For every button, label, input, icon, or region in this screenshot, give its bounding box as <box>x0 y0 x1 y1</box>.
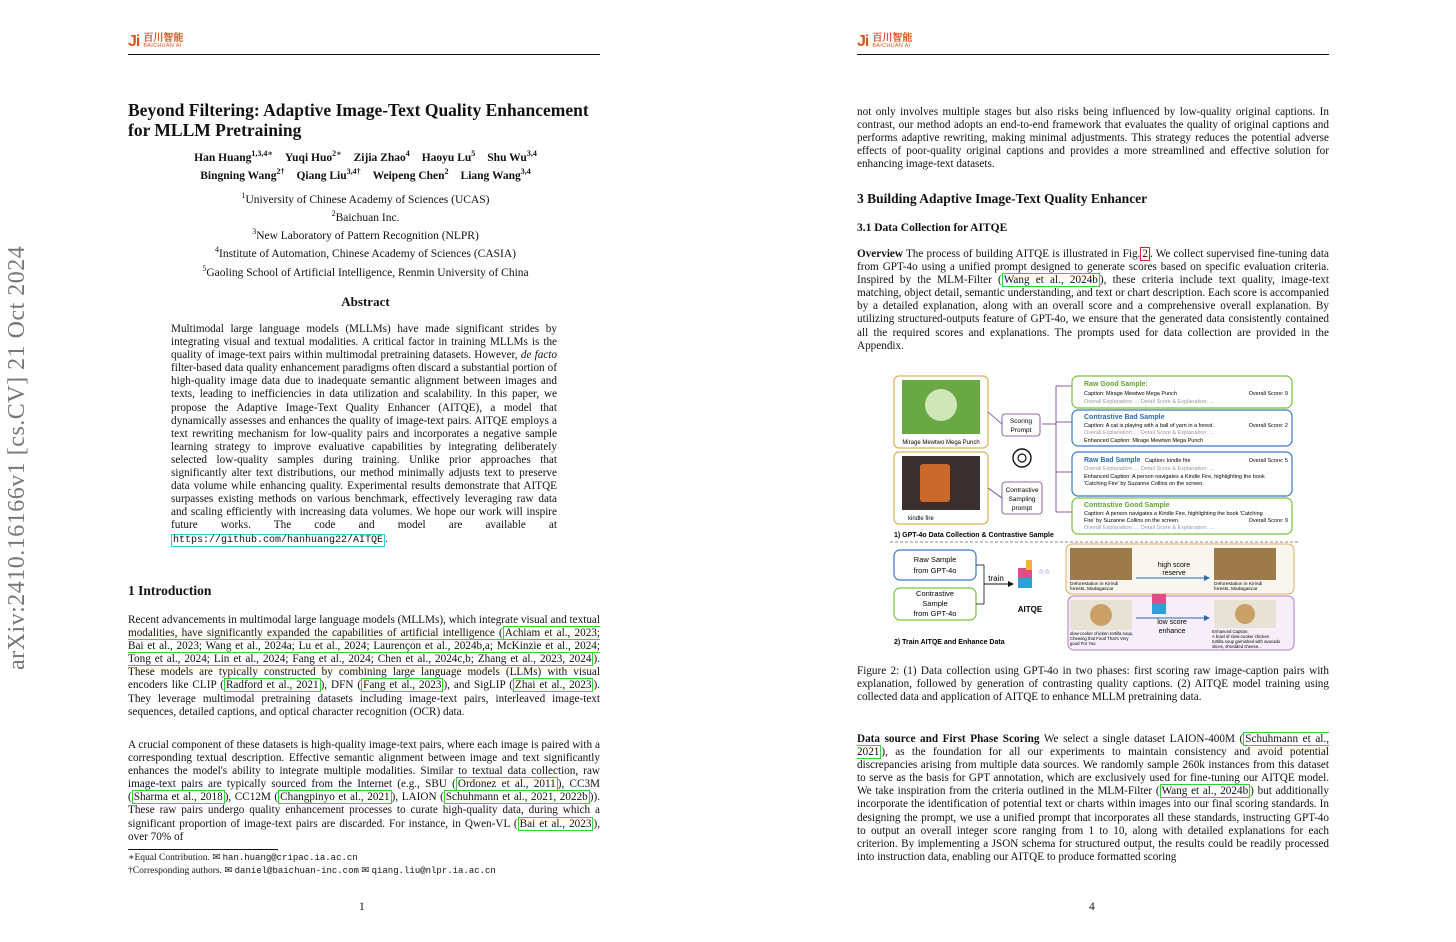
section-heading-3: 3 Building Adaptive Image-Text Quality Enhancer <box>857 191 1148 206</box>
svg-text:Contrastive: Contrastive <box>1005 487 1039 494</box>
svg-text:slow-cooker chicken tortilla s: slow-cooker chicken tortilla soup, <box>1070 631 1134 636</box>
citation-link[interactable]: Schuhmann et al., 2021, 2022b <box>445 791 588 804</box>
email-link[interactable]: daniel@baichuan-inc.com <box>234 865 359 876</box>
svg-text:Enhanced Caption:: Enhanced Caption: <box>1212 629 1249 634</box>
affiliation-line: $^1$University of Chinese Academy of Sciences (UCAS) <box>241 191 490 206</box>
svg-text:Enhanced Caption: A person nav: Enhanced Caption: A person navigates a Kindle Fire, highlighting the book <box>1084 474 1265 480</box>
svg-text:Enhanced Caption: Mirage Mewtw: Enhanced Caption: Mirage Mewtwo Mega Punch <box>1084 438 1204 444</box>
affiliation-line: $^3$New Laboratory of Pattern Recognition (NLPR) <box>252 227 479 243</box>
code-link[interactable]: https://github.com/hanhuang22/AITQE <box>173 534 384 546</box>
svg-text:Contrastive Bad Sample: Contrastive Bad Sample <box>1084 414 1165 421</box>
affiliations <box>128 189 603 280</box>
svg-text:from GPT-4o: from GPT-4o <box>913 609 957 618</box>
svg-text:Caption: A person navigates a: Caption: A person navigates a Kindle Fire, highlighting the book 'Catching <box>1084 511 1263 517</box>
svg-text:Caption: kindle fire: Caption: kindle fire <box>1145 458 1191 464</box>
svg-text:Deforestation in Kirindi: Deforestation in Kirindi <box>1070 582 1119 587</box>
email-link[interactable]: qiang.liu@nlpr.ia.ac.cn <box>371 865 496 876</box>
mail-icon: ✉ <box>224 865 233 876</box>
citation-link[interactable]: Sharma et al., 2018 <box>133 791 223 804</box>
continuation-paragraph: not only involves multiple stages but also risks being influenced by low-quality original captions. In contrast, our method adopts an end-to-end framework that evaluates the quality of original captions and performs adaptive rewriting, making minimal adjustments. This strategy reduces the potential adverse effects of poor-quality original captions and provides a more streamlined and effective solution for enhancing image-text datasets. <box>857 106 1329 171</box>
svg-text:forests, Madagascar: forests, Madagascar <box>1214 587 1258 592</box>
authors-row-2 <box>128 165 603 183</box>
deforestation-image-reserved <box>1214 548 1276 580</box>
svg-text:Overall Explanation: ...: Overall Explanation: ... Detail Score & Explanation: ... <box>1084 525 1214 531</box>
logo-mark-icon: Ji <box>128 33 140 50</box>
mail-icon: ✉ <box>212 853 221 863</box>
svg-text:Caption: Mirage Mewtwo Mega Pu: Caption: Mirage Mewtwo Mega Punch <box>1084 391 1177 397</box>
author-name: Han Huang$^{1,3,4∗}$ <box>194 149 273 164</box>
svg-text:from GPT-4o: from GPT-4o <box>913 566 957 575</box>
author-name: Shu Wu$^{3,4}$ <box>487 149 537 164</box>
svg-text:Contrastive Good Sample: Contrastive Good Sample <box>1084 502 1170 509</box>
intro-paragraph-1: Recent advancements in multimodal large language models (MLLMs), which integrate visual and textual modalities, have significantly expanded the capabilities of artificial intelligence ( Achiam et al., 2023; Bai et al., 2023; Wang et al., 2024a; Lu et al., 2024; Laurençon et al., 2024b,a; McKinzie et al., 2024; Tong et al., 2024; Lin et al., 2024; Fang et al., 2024; Chen et al., 2024c,b; Zhang et al., 2023, 2024 ). These models are typically constructed by combining large language models (LLMs) with visual encoders like CLIP ( Radford et al., 2021 ), DFN ( Fang et al., 2023 ), and SigLIP ( Zhai et al., 2023 ). They leverage multimodal pretraining datasets including image-text pairs, interleaved image-text sequences, detailed captions, and optical character recognition (OCR) data. <box>128 614 600 718</box>
abstract-body: Multimodal large language models (MLLMs) have made significant strides by integrating visual and textual modalities. A critical factor in training MLLMs is the quality of image-text pairs within multimodal pretraining datasets. However, de facto filter-based data quality enhancement paradigms often discard a substantial portion of high-quality image data due to inadequate semantic alignment between images and texts, leading to inefficiencies in data utilization and scalability. In this paper, we propose the Adaptive Image-Text Quality Enhancer (AITQE), a model that dynamically assesses and enhances the quality of image-text pairs. AITQE employs a text rewriting mechanism for low-quality pairs and incorporates a negative sample learning strategy to improve evaluative capabilities by integrating deliberately selected low-quality samples during training. Unlike prior approaches that significantly alter text distributions, our method minimally adjusts text to preserve data volume while enhancing quality. Experimental results demonstrate that AITQE surpasses existing methods on various benchmark, effectively leveraging raw data and scaling efficiently with increasing data volumes. We hope our work will inspire future works. The code and model are available at https://github.com/hanhuang22/AITQE . <box>171 323 557 546</box>
author-list <box>128 147 603 183</box>
svg-text:Chewing that Food That's Very: Chewing that Food That's Very <box>1070 636 1129 641</box>
svg-text:forests, Madagascar: forests, Madagascar <box>1070 587 1114 592</box>
svg-text:2) Train AITQE and Enhance Da: 2) Train AITQE and Enhance Data <box>894 639 1005 646</box>
intro-paragraph-2: A crucial component of these datasets is high-quality image-text pairs, where each image is paired with a corresponding textual description. Effective semantic alignment between image and text significantly enhances the model's ability to integrate multiple modalities. Similar to textual data collection, raw image-text pairs are typically sourced from the Internet (e.g., SBU ( Ordonez et al., 2011 ), CC3M ( Sharma et al., 2018 ), CC12M ( Changpinyo et al., 2021 ), LAION ( Schuhmann et al., 2021, 2022b )). These raw pairs undergo quality enhancement processes to curate high-quality data, during which a significant proportion of image-text pairs are discarded. For instance, in Qwen-VL ( Bai et al., 2023 ), over 70% of <box>128 739 601 843</box>
author-name: Weipeng Chen$^2$ <box>372 166 449 182</box>
citation-link[interactable]: Schuhmann et al., 2021 <box>857 733 1329 759</box>
baichuan-logo <box>128 33 183 51</box>
svg-text:Deforestation in Kirindi: Deforestation in Kirindi <box>1214 582 1263 587</box>
svg-text:train: train <box>988 574 1004 583</box>
svg-text:A bowl of slow-cooker chicken: A bowl of slow-cooker chicken <box>1212 634 1270 639</box>
logo-en-text: BAICHUAN AI <box>143 43 182 50</box>
overview-paragraph: Overview The process of building AITQE is illustrated in Fig. 2 . We collect supervised fine-tuning data from GPT-4o using a unified prompt designed to generate scores based on specific evaluation criteria. Inspired by the MLM-Filter ( Wang et al., 2024b ), these criteria include text quality, image-text matching, object detail, semantic understanding, and text or chart description. Each score is accompanied by a detailed explanation, along with an overall score and a comprehensive overall explanation. By utilizing structured-outputs feature of GPT-4o, we ensure that the generated data consistently contained all the required scores and explanations. The prompts used for data collection are provided in the Appendix. <box>857 248 1329 352</box>
svg-text:Raw Bad Sample: Raw Bad Sample <box>1084 457 1141 464</box>
svg-text:prompt: prompt <box>1011 505 1033 512</box>
svg-text:Overall Score: 9: Overall Score: 9 <box>1248 518 1288 524</box>
citation-link[interactable]: Wang et al., 2024b <box>1161 785 1249 798</box>
mewtwo-figure-icon <box>925 389 957 421</box>
svg-text:high score: high score <box>1157 562 1191 569</box>
svg-text:kindle fire: kindle fire <box>908 516 934 522</box>
author-name: Qiang Liu$^{3,4\dagger}$ <box>296 166 361 182</box>
logo-cn-text: 百川智能 <box>143 33 184 45</box>
page-header <box>857 32 1329 55</box>
author-name: Liang Wang$^{3,4}$ <box>460 166 531 182</box>
author-name: Zijia Zhao$^4$ <box>353 149 410 164</box>
svg-text:enhance: enhance <box>1158 628 1186 635</box>
svg-text:☆☆: ☆☆ <box>1038 569 1051 576</box>
arxiv-stamp: arXiv:2410.16166v1 [cs.CV] 21 Oct 2024 <box>4 245 30 670</box>
page-number: 4 <box>1089 901 1095 913</box>
citation-link[interactable]: Achiam et al., 2023; Bai et al., 2023; Wang et al., 2024a; Lu et al., 2024; Laurençon et al., 2024b,a; McKinzie et al., 2024; Tong et al., 2024; Lin et al., 2024; Fang et al., 2024; Chen et al., 2024c,b; Zhang et al., 2023, 2024 <box>128 627 600 666</box>
figure-ref-link[interactable]: 2 <box>1142 248 1148 260</box>
svg-text:Caption: A cat is playing with: Caption: A cat is playing with a ball of yarn in a forest. <box>1084 423 1214 429</box>
figure-2-caption: Figure 2: (1) Data collection using GPT-4o in two phases: first scoring raw image-caption pairs with explanation, followed by generation of contrasting quality captions. (2) AITQE model training using collected data and application of AITQE to enhance MLLM pretraining data. <box>857 665 1329 704</box>
svg-text:AITQE: AITQE <box>1017 605 1043 614</box>
logo-cn-text: 百川智能 <box>872 33 913 45</box>
affiliation-line: $^5$Gaoling School of Artificial Intelligence, Renmin University of China <box>202 263 529 279</box>
svg-text:good For You: good For You <box>1070 641 1096 646</box>
footnote-rule <box>128 849 278 850</box>
svg-text:Overall Score: 5: Overall Score: 5 <box>1248 458 1288 464</box>
svg-text:Overall Explanation: ...: Overall Explanation: ... Detail Score & Explanation: ... <box>1084 430 1214 436</box>
svg-text:Overall Score: 2: Overall Score: 2 <box>1248 423 1288 429</box>
citation-link[interactable]: Fang et al., 2023 <box>363 679 442 692</box>
author-name: Haoyu Lu$^5$ <box>421 149 476 164</box>
logo-en-text: BAICHUAN AI <box>872 43 911 50</box>
citation-link[interactable]: Zhai et al., 2023 <box>514 679 592 692</box>
authors-row-1 <box>128 147 603 165</box>
paper-title <box>128 100 603 140</box>
openai-logo-icon <box>1013 449 1031 467</box>
svg-text:Fire' by Suzanne Collins on th: Fire' by Suzanne Collins on the screen. <box>1084 518 1180 524</box>
svg-text:Raw Sample: Raw Sample <box>913 555 957 564</box>
svg-text:Contrastive: Contrastive <box>916 589 954 598</box>
svg-text:reserve: reserve <box>1162 570 1186 577</box>
citation-link[interactable]: Radford et al., 2021 <box>225 679 319 692</box>
svg-text:Scoring: Scoring <box>1009 418 1033 425</box>
kindle-device-icon <box>920 464 950 502</box>
svg-text:Sampling: Sampling <box>1008 496 1036 503</box>
mail-icon: ✉ <box>361 865 370 876</box>
svg-text:Overall Explanation: ...: Overall Explanation: ... Detail Score & Explanation: ... <box>1084 399 1214 405</box>
data-source-paragraph: Data source and First Phase Scoring We select a single dataset LAION-400M ( Schuhmann et al., 2021 ), as the foundation for all our experiments to maintain consistency and avoid potential discrepancies arising from multiple data sources. We randomly sample 260k instances from this dataset to serve as the basis for GPT annotation, which are exclusively used for fine-tuning our AITQE model. We take inspiration from the criteria outlined in the MLM-Filter ( Wang et al., 2024b ) but additionally incorporate the identification of potential text or charts within images into our final scoring standards. In designing the prompt, we use a unified prompt that incorporates all these standards, instructing GPT-4o to output an overall integer score ranging from 1 to 10, along with detailed explanations for each criterion. By implementing a JSON schema for structured output, the results could be readily processed into instruction data, enabling our AITQE to produce formatted scoring <box>857 733 1330 863</box>
footnotes: ∗Equal Contribution. ✉ han.huang@cripac.ia.ac.cn †Corresponding authors. ✉ daniel@baichuan-inc.com ✉ qiang.liu@nlpr.ia.ac.cn <box>128 853 496 876</box>
figure-2 <box>890 372 1298 652</box>
affiliation-line: $^4$Institute of Automation, Chinese Academy of Sciences (CASIA) <box>214 245 517 261</box>
abstract-heading: Abstract <box>341 294 390 309</box>
author-name: Yuqi Huo$^{2∗}$ <box>284 149 342 164</box>
svg-text:1) GPT-4o Data Collection & Co: 1) GPT-4o Data Collection & Contrastive Sample <box>894 532 1054 539</box>
svg-text:Sample: Sample <box>922 599 948 608</box>
svg-text:Mirage Mewtwo Mega Punch: Mirage Mewtwo Mega Punch <box>902 440 980 446</box>
citation-link[interactable]: Wang et al., 2024b <box>1003 274 1098 287</box>
figure-2-diagram <box>890 372 1298 652</box>
citation-link[interactable]: Bai et al., 2023 <box>519 817 592 830</box>
svg-text:'Catching Fire' by Suzanne Col: 'Catching Fire' by Suzanne Collins on the screen. <box>1084 481 1204 487</box>
svg-text:low score: low score <box>1157 619 1187 626</box>
citation-link[interactable]: Changpinyo et al., 2021 <box>280 791 390 804</box>
svg-text:Raw Good Sample:: Raw Good Sample: <box>1084 381 1148 388</box>
deforestation-image <box>1070 548 1132 580</box>
page-header <box>128 32 600 55</box>
author-name: Bingning Wang$^{2\dagger}$ <box>200 166 285 182</box>
svg-text:Prompt: Prompt <box>1010 427 1032 434</box>
baichuan-logo <box>857 33 912 51</box>
page-number: 1 <box>359 901 365 913</box>
email-link[interactable]: han.huang@cripac.ia.ac.cn <box>222 853 358 863</box>
affiliation-line: $^2$Baichuan Inc. <box>331 209 400 224</box>
logo-mark-icon: Ji <box>857 33 869 50</box>
subsection-heading-3-1: 3.1 Data Collection for AITQE <box>857 222 1008 234</box>
section-heading-introduction: 1 Introduction <box>128 583 212 598</box>
svg-text:Overall Explanation: ...: Overall Explanation: ... Detail Score & Explanation: ... <box>1084 466 1214 472</box>
svg-text:tortilla soup garnished with a: tortilla soup garnished with avocado <box>1212 639 1281 644</box>
citation-link[interactable]: Ordonez et al., 2011 <box>457 778 556 791</box>
title-line-1: Beyond Filtering: Adaptive Image-Text Quality Enhancement <box>128 100 589 120</box>
title-line-2: for MLLM Pretraining <box>128 120 302 140</box>
svg-text:slices, shredded cheese...: slices, shredded cheese... <box>1212 644 1262 649</box>
svg-text:Overall Score: 9: Overall Score: 9 <box>1248 391 1288 397</box>
